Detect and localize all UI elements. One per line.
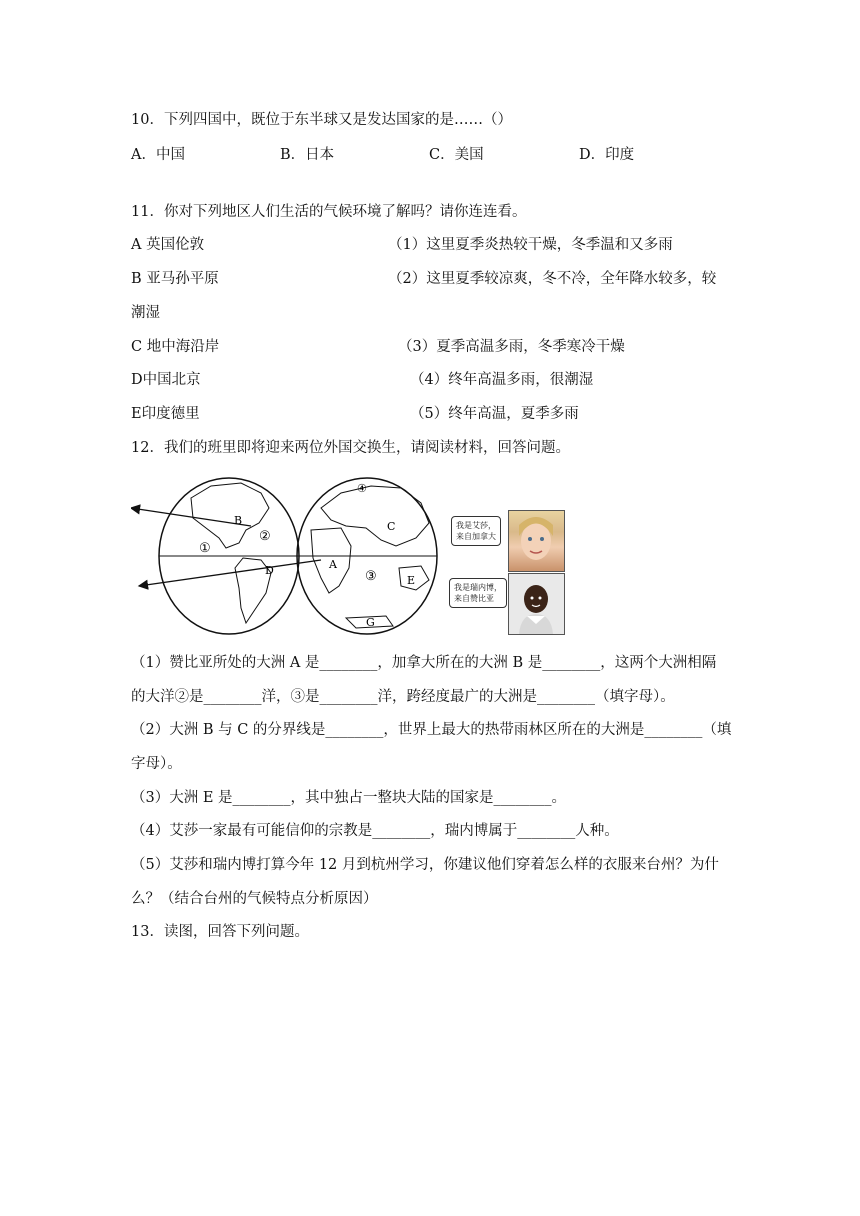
label-continent-a: A: [329, 558, 337, 571]
q10-stem: 10．下列四国中，既位于东半球又是发达国家的是……（）: [131, 112, 512, 128]
q13-stem: 13．读图，回答下列问题。: [131, 924, 309, 940]
label-continent-b: B: [234, 514, 243, 527]
q12-line-7: （5）艾莎和瑞内博打算今年 12 月到杭州学习，你建议他们穿着怎么样的衣服来台州？为什: [131, 857, 719, 873]
label-ocean-3: ③: [365, 569, 377, 584]
speech-bubble-aisha: [451, 516, 501, 546]
q11-right-2: （2）这里夏季较凉爽，冬不冷，全年降水较多，较: [388, 271, 717, 287]
q12-line-4: 字母）。: [131, 756, 182, 772]
photo-aisha: [508, 510, 565, 572]
q10-option-a: A．中国: [131, 147, 185, 163]
q11-left-a: A 英国伦敦: [131, 237, 205, 253]
q12-line-2: 的大洋②是________洋，③是________洋，跨经度最广的大洲是________（填字母）。: [131, 689, 675, 705]
label-continent-e: E: [407, 574, 416, 587]
bubble-ruineibo-line1: 我是瑞内博，: [454, 583, 502, 592]
label-ocean-4: ④: [357, 482, 367, 495]
q11-right-4: （4）终年高温多雨，很潮湿: [410, 372, 594, 388]
q11-left-e: E印度德里: [131, 406, 200, 422]
q11-left-c: C 地中海沿岸: [131, 339, 220, 355]
q10-option-d: D．印度: [579, 147, 635, 163]
bubble-ruineibo-line2: 来自赞比亚: [454, 594, 494, 603]
q12-line-1: （1）赞比亚所处的大洲 A 是________，加拿大所在的大洲 B 是________，这两个大洲相隔: [131, 655, 717, 671]
q11-right-1: （1）这里夏季炎热较干燥，冬季温和又多雨: [388, 237, 673, 253]
q12-line-6: （4）艾莎一家最有可能信仰的宗教是________，瑞内博属于________人种。: [131, 823, 619, 839]
label-continent-c: C: [387, 520, 396, 533]
world-map-figure: [131, 468, 571, 638]
q12-stem: 12．我们的班里即将迎来两位外国交换生，请阅读材料，回答问题。: [131, 440, 570, 456]
label-continent-d: D: [265, 564, 274, 577]
portrait-aisha: [509, 511, 564, 571]
q11-wrap: 潮湿: [131, 305, 160, 321]
q11-stem: 11．你对下列地区人们生活的气候环境了解吗？请你连连看。: [131, 204, 527, 220]
q11-right-3: （3）夏季高温多雨，冬季寒冷干燥: [398, 339, 625, 355]
world-map: [131, 468, 571, 638]
q12-line-8: 么？（结合台州的气候特点分析原因）: [131, 891, 378, 907]
label-continent-g: G: [366, 616, 375, 629]
portrait-ruineibo: [509, 574, 564, 634]
bubble-aisha-line1: 我是艾莎，: [456, 521, 496, 530]
q12-line-3: （2）大洲 B 与 C 的分界线是________，世界上最大的热带雨林区所在的大洲是________（填: [131, 722, 732, 738]
photo-ruineibo: [508, 573, 565, 635]
q11-right-5: （5）终年高温，夏季多雨: [410, 406, 579, 422]
q12-line-5: （3）大洲 E 是________，其中独占一整块大陆的国家是________。: [131, 790, 567, 806]
label-ocean-2: ②: [259, 529, 271, 544]
q10-option-b: B．日本: [280, 147, 335, 163]
north-america-shape: [191, 483, 269, 548]
q10-option-c: C．美国: [429, 147, 484, 163]
bubble-aisha-line2: 来自加拿大: [456, 532, 496, 541]
label-ocean-1: ①: [199, 541, 211, 556]
speech-bubble-ruineibo: [449, 578, 507, 608]
q11-left-b: B 亚马孙平原: [131, 271, 219, 287]
q11-left-d: D中国北京: [131, 372, 201, 388]
europe-asia-shape: [321, 486, 429, 546]
